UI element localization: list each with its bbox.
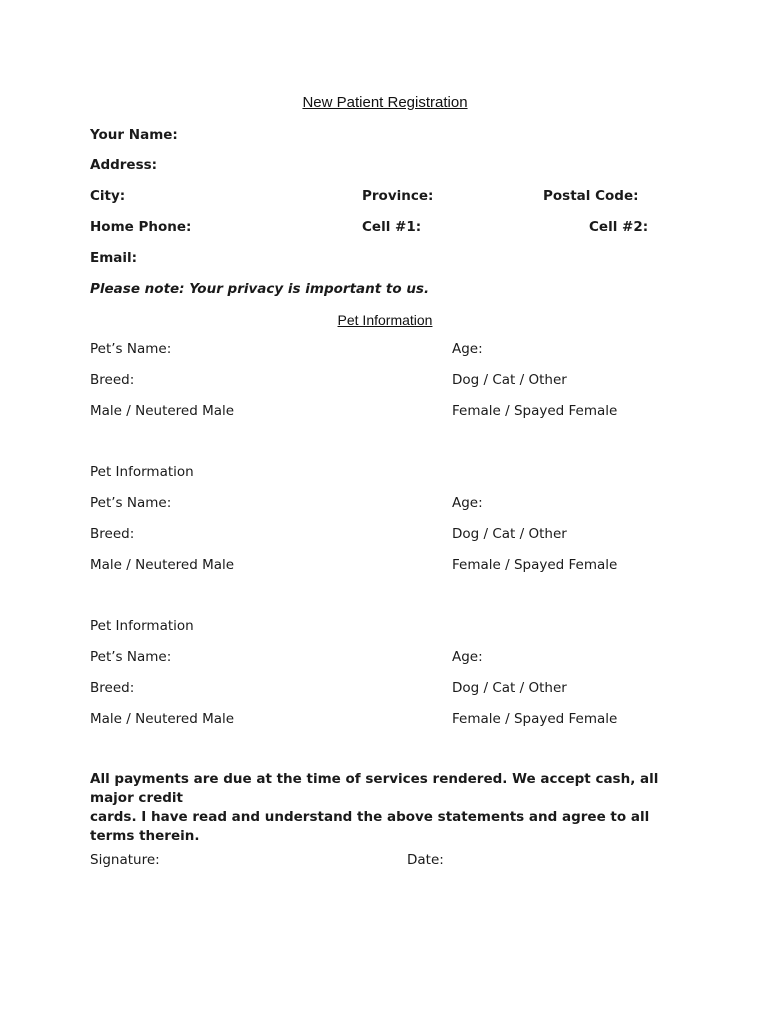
pet3-female-options: Female / Spayed Female [452, 711, 618, 727]
pet3-male-options: Male / Neutered Male [90, 711, 235, 727]
pet-info-heading-2: Pet Information [90, 464, 194, 480]
signature-label: Signature: [90, 852, 160, 868]
pet1-female-options: Female / Spayed Female [452, 403, 618, 419]
home-phone-label: Home Phone: [90, 219, 192, 235]
pet1-species-options: Dog / Cat / Other [452, 372, 567, 388]
page-title: New Patient Registration [302, 94, 468, 111]
cell2-label: Cell #2: [589, 219, 649, 235]
pet3-age-label: Age: [452, 649, 483, 665]
payment-statement-line-1: All payments are due at the time of services rendered. We accept cash, all major credit [90, 771, 659, 806]
date-label: Date: [407, 852, 444, 868]
pet2-age-label: Age: [452, 495, 483, 511]
address-label: Address: [90, 157, 158, 173]
pet3-species-options: Dog / Cat / Other [452, 680, 567, 696]
cell1-label: Cell #1: [362, 219, 422, 235]
postal-code-label: Postal Code: [543, 188, 639, 204]
your-name-label: Your Name: [90, 127, 178, 143]
pet1-breed-label: Breed: [90, 372, 135, 388]
email-label: Email: [90, 250, 138, 266]
pet2-name-label: Pet’s Name: [90, 495, 172, 511]
pet1-male-options: Male / Neutered Male [90, 403, 235, 419]
pet2-breed-label: Breed: [90, 526, 135, 542]
city-label: City: [90, 188, 126, 204]
payment-statement-line-2: cards. I have read and understand the above statements and agree to all terms therein. [90, 809, 650, 844]
pet-info-heading-1: Pet Information [337, 312, 433, 328]
province-label: Province: [362, 188, 434, 204]
payment-statement [90, 770, 690, 846]
pet3-breed-label: Breed: [90, 680, 135, 696]
pet2-female-options: Female / Spayed Female [452, 557, 618, 573]
pet1-name-label: Pet’s Name: [90, 341, 172, 357]
privacy-note: Please note: Your privacy is important to us. [90, 281, 430, 297]
pet2-species-options: Dog / Cat / Other [452, 526, 567, 542]
pet2-male-options: Male / Neutered Male [90, 557, 235, 573]
pet-info-heading-3: Pet Information [90, 618, 194, 634]
pet1-age-label: Age: [452, 341, 483, 357]
pet3-name-label: Pet’s Name: [90, 649, 172, 665]
